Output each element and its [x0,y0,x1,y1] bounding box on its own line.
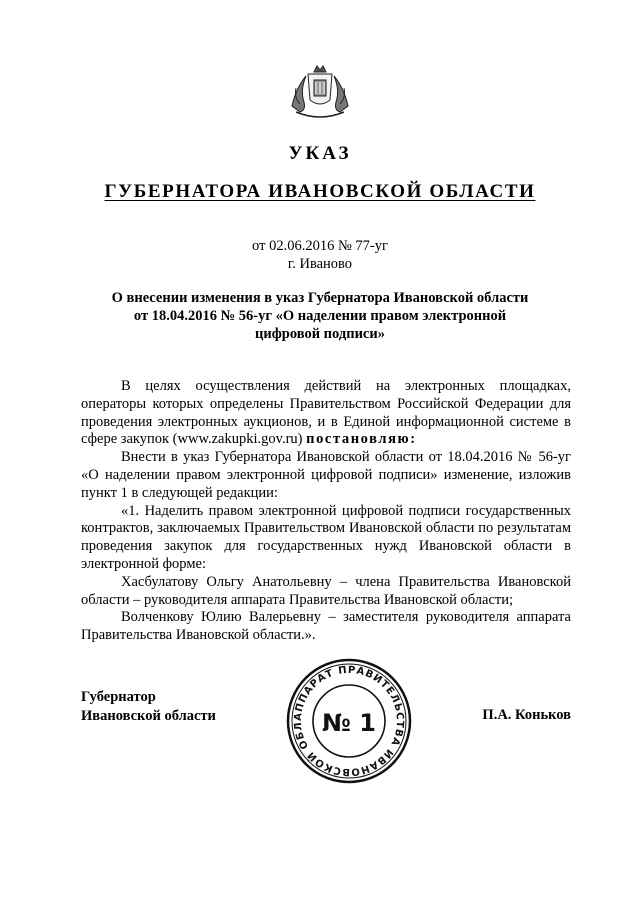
paragraph-4: Волченкову Юлию Валерьевну – заместителя руководителя аппарата Правительства Ивановской области.». [81,609,571,644]
seal-ring-text: АППАРАТ ПРАВИТЕЛЬСТВА ИВАНОВСКОЙ ОБЛ [292,664,406,778]
position-line-1: Губернатор [81,689,156,705]
paragraph-1: Внести в указ Губернатора Ивановской области от 18.04.2016 № 56-уг «О наделении правом электронной цифровой подписи» изменение, изложив пункт 1 в следующей редакции: [81,449,571,501]
decree-heading [0,289,640,343]
official-seal [285,657,413,785]
signatory-name: П.А. Коньков [482,707,571,723]
decree-body [81,378,571,645]
heading-line-2: от 18.04.2016 № 56-уг «О наделении правом электронной [133,308,507,324]
city: г. Иваново [287,256,353,272]
heading-line-1: О внесении изменения в указ Губернатора Ивановской области [111,290,529,306]
document-type-title: УКАЗ [288,143,352,164]
signatory-position [81,688,216,726]
position-line-2: Ивановской области [81,708,216,724]
issuer-title [0,181,640,203]
issuer-title-text: ГУБЕРНАТОРА ИВАНОВСКОЙ ОБЛАСТИ [104,181,536,202]
seal-stamp-icon [285,657,413,785]
paragraph-preamble [81,378,571,449]
paragraph-3: Хасбулатову Ольгу Анатольевну – члена Правительства Ивановской области – руководителя аппарата Правительства Ивановской области; [81,573,571,608]
coat-of-arms-emblem [288,62,352,120]
preamble-text: В целях осуществления действий на электронных площадках, операторы которых определены Правительством Российской Федерации для проведения электронных аукционов, и в Единой информационной системе в сфере закупок (www.zakupki.gov.ru) [81,378,571,448]
ivanovo-coat-of-arms-icon [288,62,352,120]
date-and-place [0,237,640,273]
heading-line-3: цифровой подписи» [255,326,385,342]
paragraph-2: «1. Наделить правом электронной цифровой подписи государственных контрактов, заключаемых Правительством Ивановской области по результатам проведения закупок для государственных нужд Ивановской области в электронной форме: [81,502,571,572]
decree-word: постановляю: [306,431,417,448]
date-number: от 02.06.2016 № 77-уг [252,238,388,254]
seal-center-number: № 1 [322,709,376,737]
